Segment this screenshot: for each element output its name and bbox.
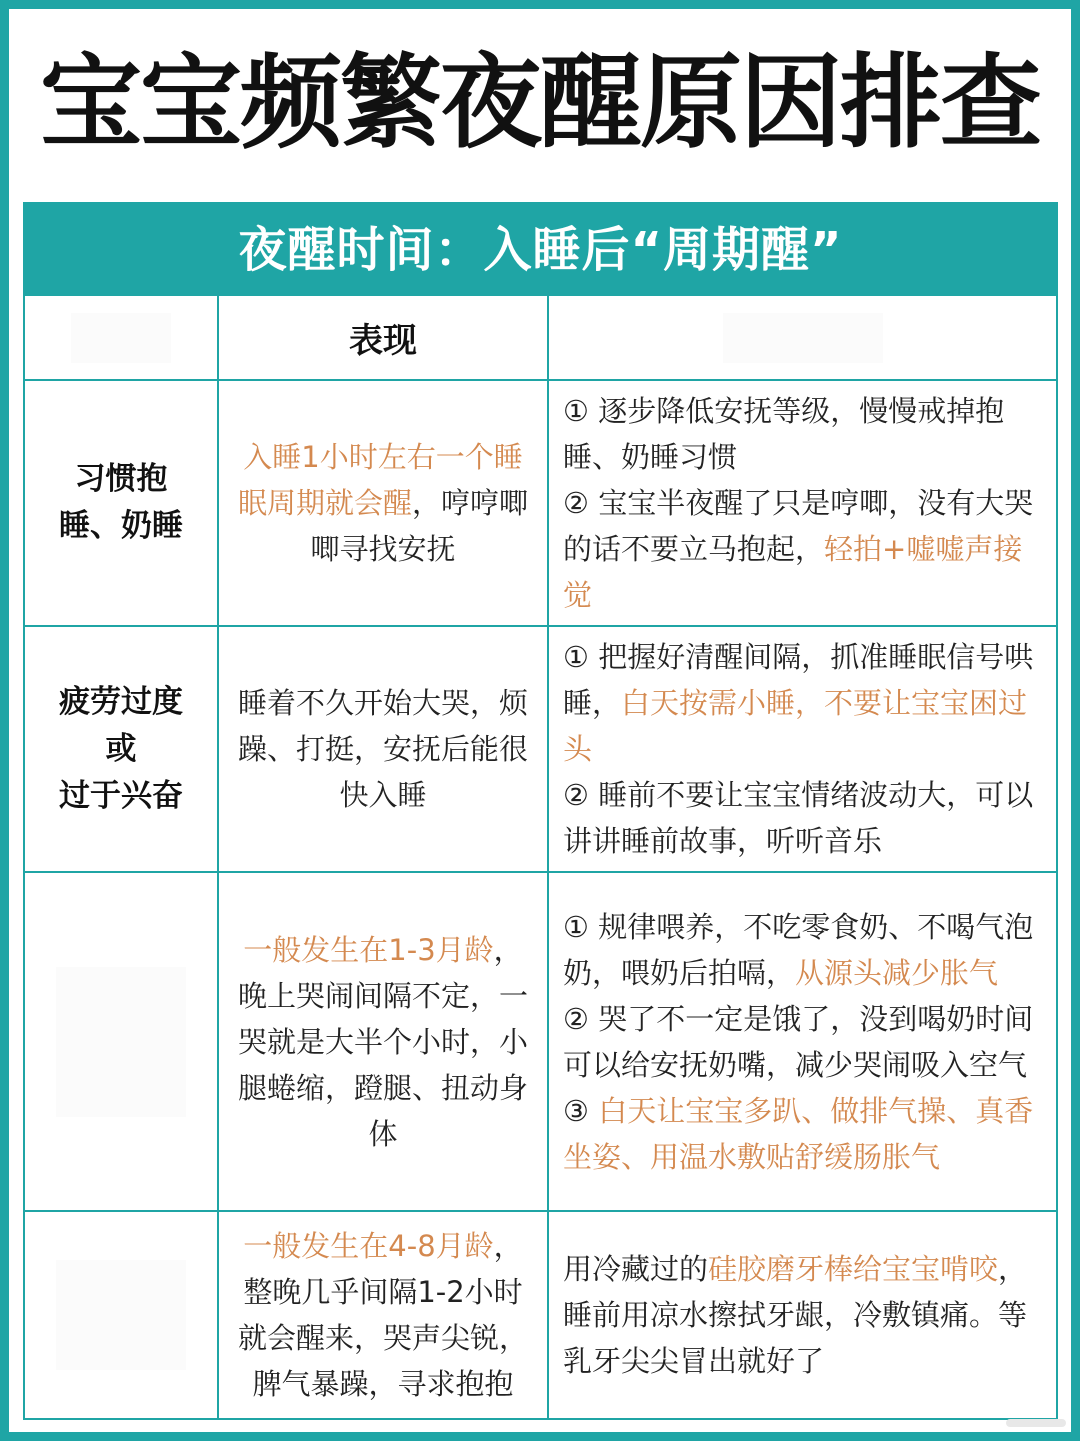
- solution-point-1-text: ① 规律喂养，不吃零食奶、不喝气泡奶，喂奶后拍嗝，: [563, 909, 1034, 990]
- symptom-highlight: 入睡1小时左右一个睡眠周期就会醒: [237, 440, 523, 520]
- solution-highlight: 白天让宝宝多趴、做排气操、真香坐姿、用温水敷贴舒缓肠胀气: [563, 1093, 1034, 1174]
- solution-point-2: ② 哭了不一定是饿了，没到喝奶时间可以给安抚奶嘴，减少哭闹吸入空气: [563, 1001, 1034, 1082]
- table-row-solution: [549, 873, 1056, 1212]
- table-row-solution: [549, 381, 1056, 627]
- solution-highlight: 硅胶磨牙棒给宝宝啃咬: [708, 1252, 999, 1286]
- table-row-cause: [25, 627, 219, 873]
- solution-text: [549, 634, 1056, 864]
- table-row-symptom: [219, 381, 549, 627]
- table-row-symptom: [219, 1212, 549, 1418]
- table-row-solution: [549, 627, 1056, 873]
- symptom-text: [219, 434, 547, 572]
- symptom-text: [219, 1223, 547, 1407]
- cause-label: 习惯抱睡、奶睡: [59, 461, 183, 544]
- solution-point-2: [563, 480, 1042, 618]
- cause-line-1: 疲劳过度: [59, 683, 183, 720]
- symptom-rest: ，哼哼唧唧寻找安抚: [310, 486, 529, 566]
- solution-point-2: ② 睡前不要让宝宝情绪波动大，可以讲讲睡前故事，听听音乐: [563, 778, 1034, 858]
- solution-point-1: ① 逐步降低安抚等级，慢慢戒掉抱睡、奶睡习惯: [563, 394, 1005, 474]
- obscured-header-patch: [723, 313, 883, 363]
- header-solution-cell: [549, 296, 1056, 381]
- obscured-cause-patch: [56, 1260, 186, 1370]
- cause-line-2: 或: [105, 730, 137, 767]
- solution-point-1: [563, 634, 1042, 772]
- symptom-text: [219, 927, 547, 1157]
- table-row-symptom: [219, 873, 549, 1212]
- solution-point-3: [563, 1088, 1042, 1180]
- cause-label: [51, 679, 191, 820]
- obscured-header-patch: [71, 313, 171, 363]
- symptom-rest: ，晚上哭闹间隔不定，一哭就是大半个小时，小腿蜷缩，蹬腿、扭动身体: [237, 932, 528, 1151]
- page-title: 宝宝频繁夜醒原因排查: [40, 44, 1040, 163]
- symptom-rest: ，整晚几乎间隔1-2小时就会醒来，哭声尖锐，脾气暴躁，寻求抱抱: [237, 1229, 528, 1401]
- watermark-mark: [1006, 1419, 1066, 1427]
- solution-text: [549, 388, 1056, 618]
- header-cause-cell: [25, 296, 219, 381]
- solution-point-3-num: ③: [563, 1093, 599, 1128]
- solution-highlight: 白天按需小睡，不要让宝宝困过头: [563, 686, 1028, 766]
- symptom-highlight: 一般发生在4-8月龄: [243, 1229, 494, 1263]
- symptom-text: 睡着不久开始大哭，烦躁、打挺，安抚后能很快入睡: [237, 686, 528, 812]
- night-waking-table: [23, 202, 1058, 1420]
- solution-text: [549, 1246, 1056, 1384]
- table-row-cause: [25, 381, 219, 627]
- solution-point-2-text: ② 宝宝半夜醒了只是哼唧，没有大哭的话不要立马抱起，: [563, 486, 1034, 566]
- table-row-symptom: [219, 627, 549, 873]
- symptom-highlight: 一般发生在1-3月龄: [243, 932, 494, 967]
- table-row-cause: [25, 873, 219, 1212]
- cause-line-3: 过于兴奋: [59, 777, 183, 814]
- solution-text: [549, 904, 1056, 1180]
- table-banner: 夜醒时间：入睡后“周期醒”: [25, 204, 1056, 296]
- solution-point-1-text: ① 把握好清醒间隔，抓准睡眠信号哄睡，: [563, 640, 1034, 720]
- table-row-solution: [549, 1212, 1056, 1418]
- solution-point-1: [563, 904, 1042, 996]
- solution-post: ，睡前用凉水擦拭牙龈，冷敷镇痛。等乳牙尖尖冒出就好了: [563, 1252, 1028, 1378]
- obscured-cause-patch: [56, 967, 186, 1117]
- table-row-cause: [25, 1212, 219, 1418]
- solution-highlight: 从源头减少胀气: [795, 955, 999, 990]
- solution-pre: 用冷藏过的: [563, 1252, 709, 1286]
- header-symptom: 表现: [219, 296, 549, 381]
- solution-highlight: 轻拍+嘘嘘声接觉: [563, 532, 1023, 612]
